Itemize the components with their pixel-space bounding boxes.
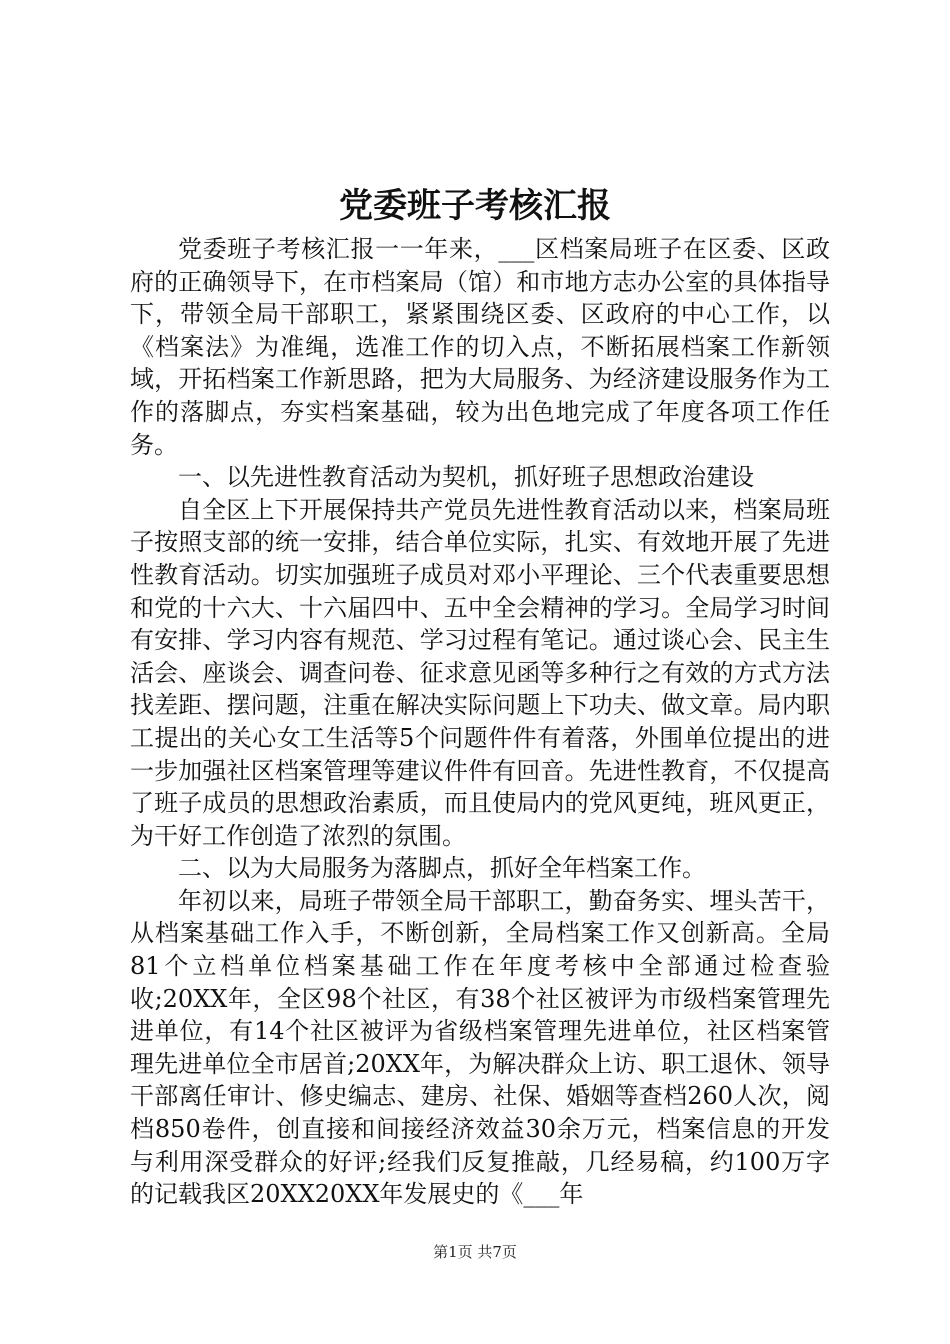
section-heading-2: 二、以为大局服务为落脚点，抓好全年档案工作。 [178, 854, 706, 883]
page-number-footer: 第1页 共7页 [433, 1243, 517, 1261]
section-2-paragraph: 年初以来，局班子带领全局干部职工，勤奋务实、埋头苦干，从档案基础工作入手，不断创新，全局档案工作又创新高。全局81个立档单位档案基础工作在年度考核中全部通过检查验收;20XX年，全区98个社区，有38个社区被评为市级档案管理先进单位，有14个社区被评为省级档案管理先进单位，社区档案管理先进单位全市居首;20XX年，为解决群众上访、职工退休、领导干部离任审计、修史编志、建房、社保、婚姻等查档260人次，阅档850卷件，创直接和间接经济效益30余万元，档案信息的开发与利用深受群众的好评;经我们反复推敲，几经易稿，约100万字的记载我区20XX20XX年发展史的《___年 [130, 886, 830, 1209]
section-heading-1: 一、以先进性教育活动为契机，抓好班子思想政治建设 [178, 463, 754, 492]
document-body [130, 233, 830, 1211]
document-title: 党委班子考核汇报 [339, 186, 611, 226]
section-1-paragraph: 自全区上下开展保持共产党员先进性教育活动以来，档案局班子按照支部的统一安排，结合单位实际，扎实、有效地开展了先进性教育活动。切实加强班子成员对邓小平理论、三个代表重要思想和党的十六大、十六届四中、五中全会精神的学习。全局学习时间有安排、学习内容有规范、学习过程有笔记。通过谈心会、民主生活会、座谈会、调查问卷、征求意见函等多种行之有效的方式方法找差距、摆问题，注重在解决实际问题上下功夫、做文章。局内职工提出的关心女工生活等5个问题件件有着落，外围单位提出的进一步加强社区档案管理等建议件件有回音。先进性教育，不仅提高了班子成员的思想政治素质，而且使局内的党风更纯，班风更正，为干好工作创造了浓烈的氛围。 [130, 495, 830, 850]
intro-paragraph: 党委班子考核汇报一一年来，___区档案局班子在区委、区政府的正确领导下，在市档案局（馆）和市地方志办公室的具体指导下，带领全局干部职工，紧紧围绕区委、区政府的中心工作，以《档案法》为准绳，选准工作的切入点，不断拓展档案工作新领域，开拓档案工作新思路，把为大局服务、为经济建设服务作为工作的落脚点，夯实档案基础，较为出色地完成了年度各项工作任务。 [130, 235, 830, 459]
